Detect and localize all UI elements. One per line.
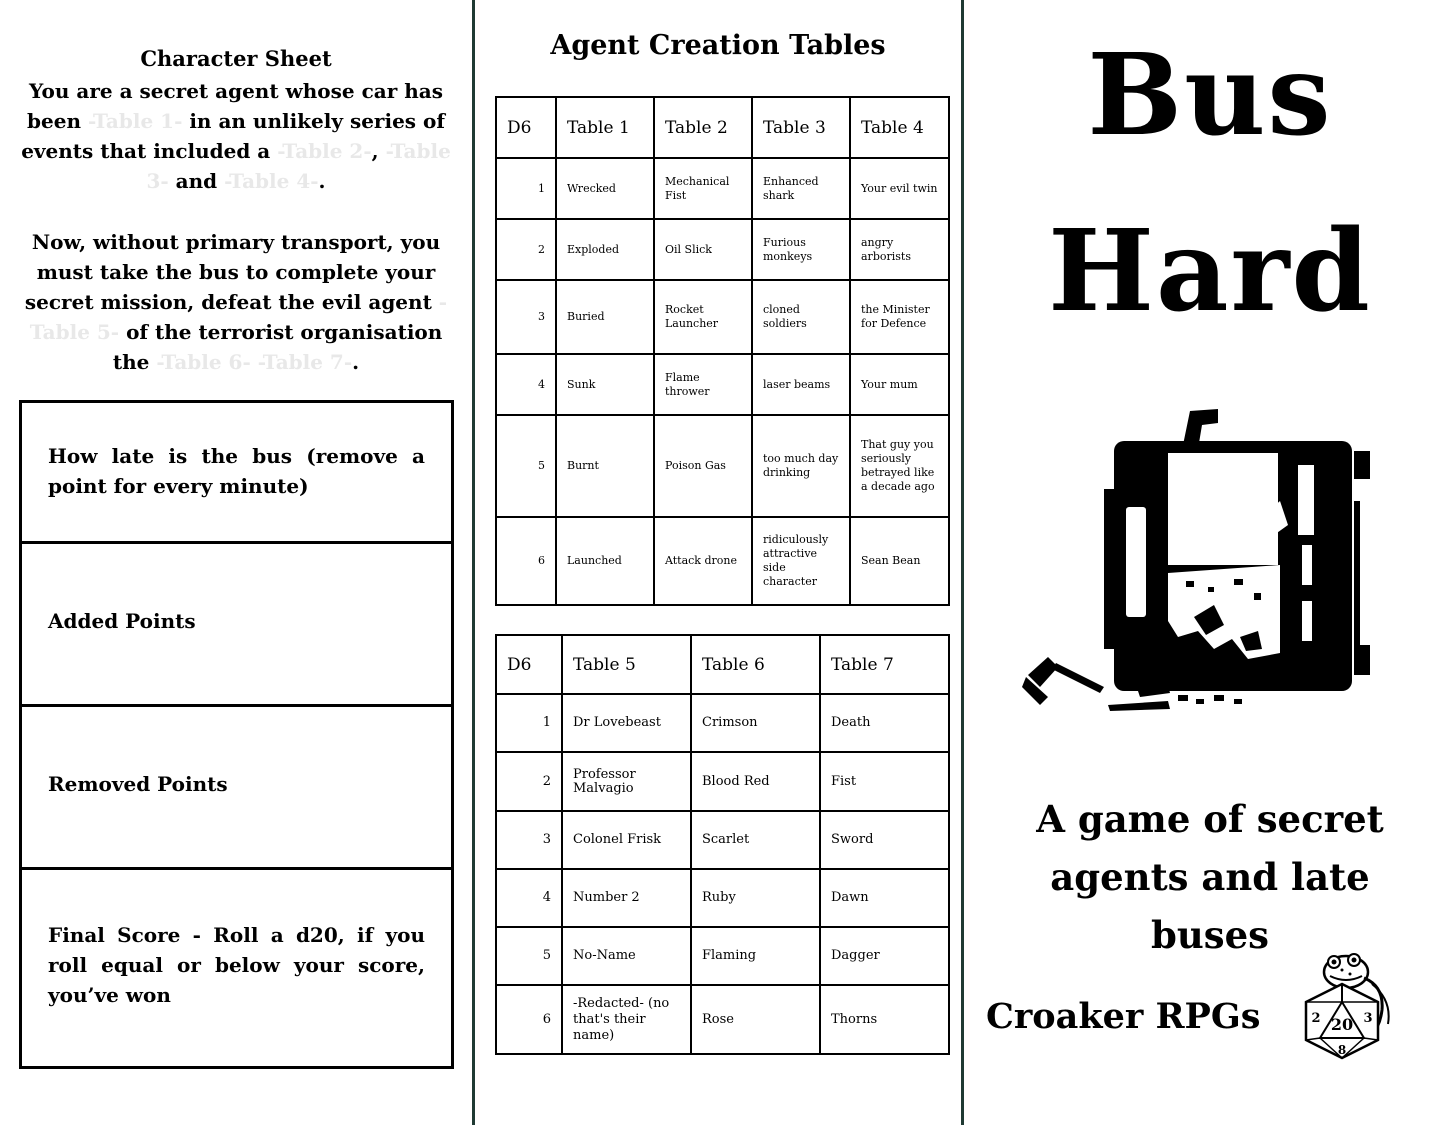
table-cell: too much day drinking [752,415,850,517]
header-table-3: Table 3 [752,97,850,158]
score-row-label: Removed Points [48,772,228,796]
agent-tables-title: Agent Creation Tables [550,30,886,61]
agent-table-5-7 [495,634,950,1055]
table-cell: Burnt [556,415,654,517]
roll-number: 6 [496,985,562,1054]
cover-panel [964,0,1456,1125]
score-row-final-score[interactable] [22,870,451,1066]
table-5-blank: -Table 5- [29,290,448,344]
table-2-blank: -Table 2- [277,139,372,163]
agent-tables-panel [475,0,961,1125]
table-cell: Colonel Frisk [562,811,691,869]
table-cell: Death [820,694,949,752]
table-cell: No-Name [562,927,691,985]
header-table-1: Table 1 [556,97,654,158]
table-header-row [496,635,949,694]
toad-on-d20-icon [1298,950,1398,1062]
character-sheet-panel [0,0,472,1125]
header-table-5: Table 5 [562,635,691,694]
header-d6: D6 [496,97,556,158]
table-row [496,869,949,927]
table-row [496,415,949,517]
header-table-2: Table 2 [654,97,752,158]
game-title-line-2: Hard [1048,206,1372,337]
table-cell: Sword [820,811,949,869]
roll-number: 2 [496,219,556,280]
table-cell: cloned soldiers [752,280,850,354]
intro-text: You are a secret agent whose car has been [27,79,443,133]
header-d6: D6 [496,635,562,694]
roll-number: 3 [496,280,556,354]
intro-text: in an unlikely series of events that included a [21,109,445,163]
header-table-4: Table 4 [850,97,949,158]
character-sheet-title: Character Sheet [140,46,332,71]
d20-face-right: 3 [1363,1011,1373,1026]
table-4-blank: -Table 4- [224,169,319,193]
agent-table-1-4 [495,96,950,606]
table-cell: Sunk [556,354,654,415]
table-3-blank: -Table 3- [146,139,451,193]
table-cell: Number 2 [562,869,691,927]
table-cell: Mechanical Fist [654,158,752,219]
table-cell: Dagger [820,927,949,985]
table-cell: Launched [556,517,654,605]
table-cell: Thorns [820,985,949,1054]
publisher-name: Croaker RPGs [986,996,1261,1037]
score-row-removed-points[interactable] [22,707,451,870]
table-header-row [496,97,949,158]
table-cell: Flame thrower [654,354,752,415]
intro-text: Now, without primary transport, you must take the bus to complete your secret mission, defeat the evil agent [24,230,441,314]
table-cell: Sean Bean [850,517,949,605]
score-row-bus-lateness[interactable] [22,403,451,544]
table-1-blank: -Table 1- [87,109,183,133]
table-row [496,158,949,219]
table-cell: the Minister for Defence [850,280,949,354]
table-cell: Fist [820,752,949,811]
intro-text: , [371,139,386,163]
intro-text: and [168,169,225,193]
table-cell: Exploded [556,219,654,280]
table-cell: Your evil twin [850,158,949,219]
intro-paragraph-1 [20,76,452,196]
roll-number: 2 [496,752,562,811]
roll-number: 3 [496,811,562,869]
table-cell: Rose [691,985,820,1054]
header-table-7: Table 7 [820,635,949,694]
table-row [496,517,949,605]
table-cell: -Redacted- (no that's their name) [562,985,691,1054]
table-cell: Blood Red [691,752,820,811]
table-cell: Scarlet [691,811,820,869]
table-cell: Attack drone [654,517,752,605]
score-box [19,400,454,1069]
intro-text: of the terrorist organisation the [112,320,443,374]
table-cell: Professor Malvagio [562,752,691,811]
table-cell: Furious monkeys [752,219,850,280]
table-cell: Your mum [850,354,949,415]
crashed-bus-icon [1018,405,1388,725]
d20-face-left: 2 [1311,1011,1321,1026]
table-row [496,811,949,869]
score-row-added-points[interactable] [22,544,451,707]
roll-number: 4 [496,869,562,927]
table-cell: Oil Slick [654,219,752,280]
table-row [496,354,949,415]
table-row [496,752,949,811]
table-row [496,927,949,985]
table-row [496,985,949,1054]
score-row-label: Final Score - Roll a d20, if you roll equal or below your score, you’ve won [48,923,425,1007]
intro-text: . [318,169,326,193]
intro-text [251,350,258,374]
table-cell: Buried [556,280,654,354]
score-row-label: How late is the bus (remove a point for every minute) [48,444,425,498]
roll-number: 1 [496,694,562,752]
intro-text: . [352,350,360,374]
table-cell: Flaming [691,927,820,985]
table-row [496,219,949,280]
table-cell: ridiculously attractive side character [752,517,850,605]
intro-paragraph-2 [20,227,452,377]
table-cell: Dr Lovebeast [562,694,691,752]
table-cell: Crimson [691,694,820,752]
roll-number: 1 [496,158,556,219]
table-cell: angry arborists [850,219,949,280]
roll-number: 6 [496,517,556,605]
table-cell: That guy you seriously betrayed like a decade ago [850,415,949,517]
header-table-6: Table 6 [691,635,820,694]
table-cell: Enhanced shark [752,158,850,219]
table-row [496,280,949,354]
table-cell: Wrecked [556,158,654,219]
d20-face-bottom: 8 [1337,1043,1347,1057]
score-row-label: Added Points [48,609,196,633]
table-cell: Ruby [691,869,820,927]
table-7-blank: -Table 7- [257,350,353,374]
table-cell: Dawn [820,869,949,927]
table-cell: Rocket Launcher [654,280,752,354]
table-row [496,694,949,752]
game-subtitle: A game of secret agents and late buses [1036,797,1384,957]
table-6-blank: -Table 6- [156,350,251,374]
roll-number: 5 [496,415,556,517]
roll-number: 4 [496,354,556,415]
table-cell: laser beams [752,354,850,415]
d20-face-top: 20 [1330,1015,1354,1034]
table-cell: Poison Gas [654,415,752,517]
roll-number: 5 [496,927,562,985]
game-title-line-1: Bus [1087,30,1333,161]
